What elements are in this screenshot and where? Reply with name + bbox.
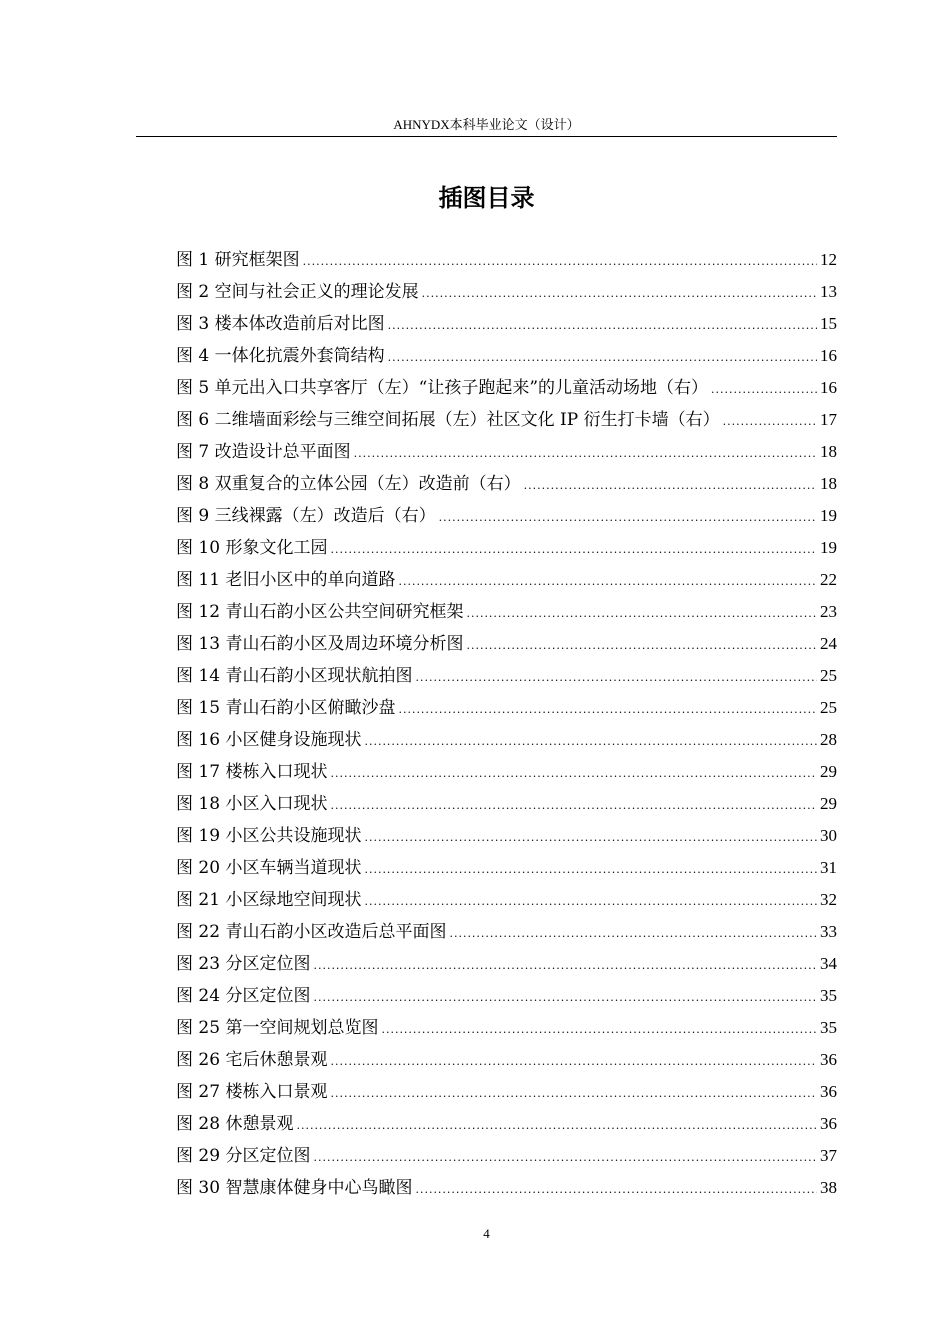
toc-leader-dots	[364, 886, 817, 918]
toc-entry[interactable]	[176, 660, 837, 692]
toc-leader-dots	[439, 502, 817, 534]
toc-entry-label: 图 2 空间与社会正义的理论发展	[176, 282, 419, 302]
toc-entry[interactable]	[176, 436, 837, 468]
toc-entry-label: 图 29 分区定位图	[176, 1146, 311, 1166]
toc-entry-label: 图 4 一体化抗震外套筒结构	[176, 346, 385, 366]
toc-entry-page: 35	[820, 1018, 837, 1037]
toc-entry-page: 22	[820, 570, 837, 589]
toc-entry-label: 图 10 形象文化工园	[176, 538, 328, 558]
toc-leader-dots	[415, 662, 817, 694]
toc-entry[interactable]	[176, 244, 837, 276]
toc-entry-page: 24	[820, 634, 837, 653]
toc-entry-label: 图 1 研究框架图	[176, 250, 300, 270]
toc-entry-label: 图 22 青山石韵小区改造后总平面图	[176, 922, 447, 942]
toc-entry[interactable]	[176, 468, 837, 500]
toc-entry-label: 图 28 休憩景观	[176, 1114, 294, 1134]
header-rule	[136, 136, 837, 137]
toc-entry[interactable]	[176, 628, 837, 660]
toc-entry[interactable]	[176, 1076, 837, 1108]
toc-entry-label: 图 21 小区绿地空间现状	[176, 890, 362, 910]
toc-entry[interactable]	[176, 276, 837, 308]
page-number: 4	[483, 1226, 490, 1241]
toc-entry-label: 图 16 小区健身设施现状	[176, 730, 362, 750]
toc-leader-dots	[364, 726, 817, 758]
toc-entry[interactable]	[176, 1108, 837, 1140]
toc-entry-page: 16	[820, 378, 837, 397]
toc-entry-label: 图 3 楼本体改造前后对比图	[176, 314, 385, 334]
toc-entry-page: 32	[820, 890, 837, 909]
toc-entry[interactable]	[176, 500, 837, 532]
toc-entry-label: 图 7 改造设计总平面图	[176, 442, 351, 462]
toc-entry-page: 19	[820, 538, 837, 557]
toc-entry-page: 25	[820, 666, 837, 685]
toc-entry-page: 16	[820, 346, 837, 365]
toc-leader-dots	[330, 1078, 817, 1110]
toc-leader-dots	[415, 1174, 817, 1206]
toc-entry-label: 图 19 小区公共设施现状	[176, 826, 362, 846]
toc-entry[interactable]	[176, 404, 837, 436]
toc-entry-page: 18	[820, 442, 837, 461]
toc-entry-page: 38	[820, 1178, 837, 1197]
toc-entry-page: 36	[820, 1050, 837, 1069]
toc-leader-dots	[466, 630, 817, 662]
toc-entry[interactable]	[176, 596, 837, 628]
toc-entry-label: 图 26 宅后休憩景观	[176, 1050, 328, 1070]
toc-entry-page: 31	[820, 858, 837, 877]
toc-entry-page: 30	[820, 826, 837, 845]
toc-leader-dots	[449, 918, 817, 950]
toc-leader-dots	[398, 566, 817, 598]
figure-list	[176, 244, 837, 1204]
toc-entry[interactable]	[176, 308, 837, 340]
toc-entry-label: 图 15 青山石韵小区俯瞰沙盘	[176, 698, 396, 718]
toc-leader-dots	[330, 534, 817, 566]
toc-entry-label: 图 5 单元出入口共享客厅（左）“让孩子跑起来”的儿童活动场地（右）	[176, 378, 709, 398]
toc-leader-dots	[422, 278, 817, 310]
toc-entry[interactable]	[176, 980, 837, 1012]
toc-entry-label: 图 17 楼栋入口现状	[176, 762, 328, 782]
toc-leader-dots	[354, 438, 817, 470]
toc-entry-page: 29	[820, 762, 837, 781]
toc-entry-label: 图 23 分区定位图	[176, 954, 311, 974]
toc-entry-label: 图 12 青山石韵小区公共空间研究框架	[176, 602, 464, 622]
toc-entry-page: 18	[820, 474, 837, 493]
toc-leader-dots	[398, 694, 817, 726]
toc-entry[interactable]	[176, 820, 837, 852]
toc-entry-label: 图 13 青山石韵小区及周边环境分析图	[176, 634, 464, 654]
toc-entry[interactable]	[176, 1012, 837, 1044]
toc-leader-dots	[303, 246, 817, 278]
toc-leader-dots	[330, 790, 817, 822]
toc-leader-dots	[524, 470, 817, 502]
toc-entry[interactable]	[176, 564, 837, 596]
page-header: AHNYDX本科毕业论文（设计）	[393, 117, 580, 132]
toc-entry-page: 35	[820, 986, 837, 1005]
toc-entry-page: 12	[820, 250, 837, 269]
toc-leader-dots	[313, 950, 817, 982]
toc-leader-dots	[723, 406, 817, 438]
toc-leader-dots	[296, 1110, 817, 1142]
toc-entry[interactable]	[176, 1044, 837, 1076]
page-title: 插图目录	[438, 184, 535, 212]
toc-entry[interactable]	[176, 852, 837, 884]
toc-entry-label: 图 18 小区入口现状	[176, 794, 328, 814]
toc-leader-dots	[313, 1142, 817, 1174]
toc-entry-page: 25	[820, 698, 837, 717]
toc-entry-page: 37	[820, 1146, 837, 1165]
toc-leader-dots	[330, 758, 817, 790]
toc-entry-label: 图 30 智慧康体健身中心鸟瞰图	[176, 1178, 413, 1198]
toc-entry[interactable]	[176, 724, 837, 756]
toc-entry[interactable]	[176, 692, 837, 724]
toc-entry[interactable]	[176, 340, 837, 372]
toc-entry[interactable]	[176, 532, 837, 564]
toc-leader-dots	[711, 374, 817, 406]
toc-entry-label: 图 9 三线裸露（左）改造后（右）	[176, 506, 436, 526]
toc-leader-dots	[330, 1046, 817, 1078]
toc-entry-label: 图 11 老旧小区中的单向道路	[176, 570, 396, 590]
toc-entry[interactable]	[176, 884, 837, 916]
toc-entry-page: 19	[820, 506, 837, 525]
toc-entry-label: 图 25 第一空间规划总览图	[176, 1018, 379, 1038]
toc-leader-dots	[381, 1014, 817, 1046]
toc-leader-dots	[364, 854, 817, 886]
toc-entry[interactable]	[176, 948, 837, 980]
toc-entry[interactable]	[176, 372, 837, 404]
toc-leader-dots	[466, 598, 817, 630]
toc-entry-page: 29	[820, 794, 837, 813]
toc-entry-label: 图 27 楼栋入口景观	[176, 1082, 328, 1102]
toc-entry-page: 15	[820, 314, 837, 333]
toc-leader-dots	[313, 982, 817, 1014]
toc-entry-label: 图 8 双重复合的立体公园（左）改造前（右）	[176, 474, 521, 494]
toc-entry[interactable]	[176, 756, 837, 788]
toc-entry-page: 13	[820, 282, 837, 301]
toc-entry-page: 33	[820, 922, 837, 941]
toc-leader-dots	[388, 342, 817, 374]
toc-entry-page: 17	[820, 410, 837, 429]
toc-entry-page: 36	[820, 1114, 837, 1133]
toc-entry[interactable]	[176, 916, 837, 948]
toc-leader-dots	[388, 310, 817, 342]
toc-entry-page: 23	[820, 602, 837, 621]
toc-leader-dots	[364, 822, 817, 854]
toc-entry-page: 36	[820, 1082, 837, 1101]
toc-entry-label: 图 6 二维墙面彩绘与三维空间拓展（左）社区文化 IP 衍生打卡墙（右）	[176, 410, 720, 430]
toc-entry[interactable]	[176, 788, 837, 820]
toc-entry-page: 28	[820, 730, 837, 749]
toc-entry-label: 图 14 青山石韵小区现状航拍图	[176, 666, 413, 686]
toc-entry-page: 34	[820, 954, 837, 973]
toc-entry[interactable]	[176, 1140, 837, 1172]
toc-entry[interactable]	[176, 1172, 837, 1204]
toc-entry-label: 图 20 小区车辆当道现状	[176, 858, 362, 878]
toc-entry-label: 图 24 分区定位图	[176, 986, 311, 1006]
